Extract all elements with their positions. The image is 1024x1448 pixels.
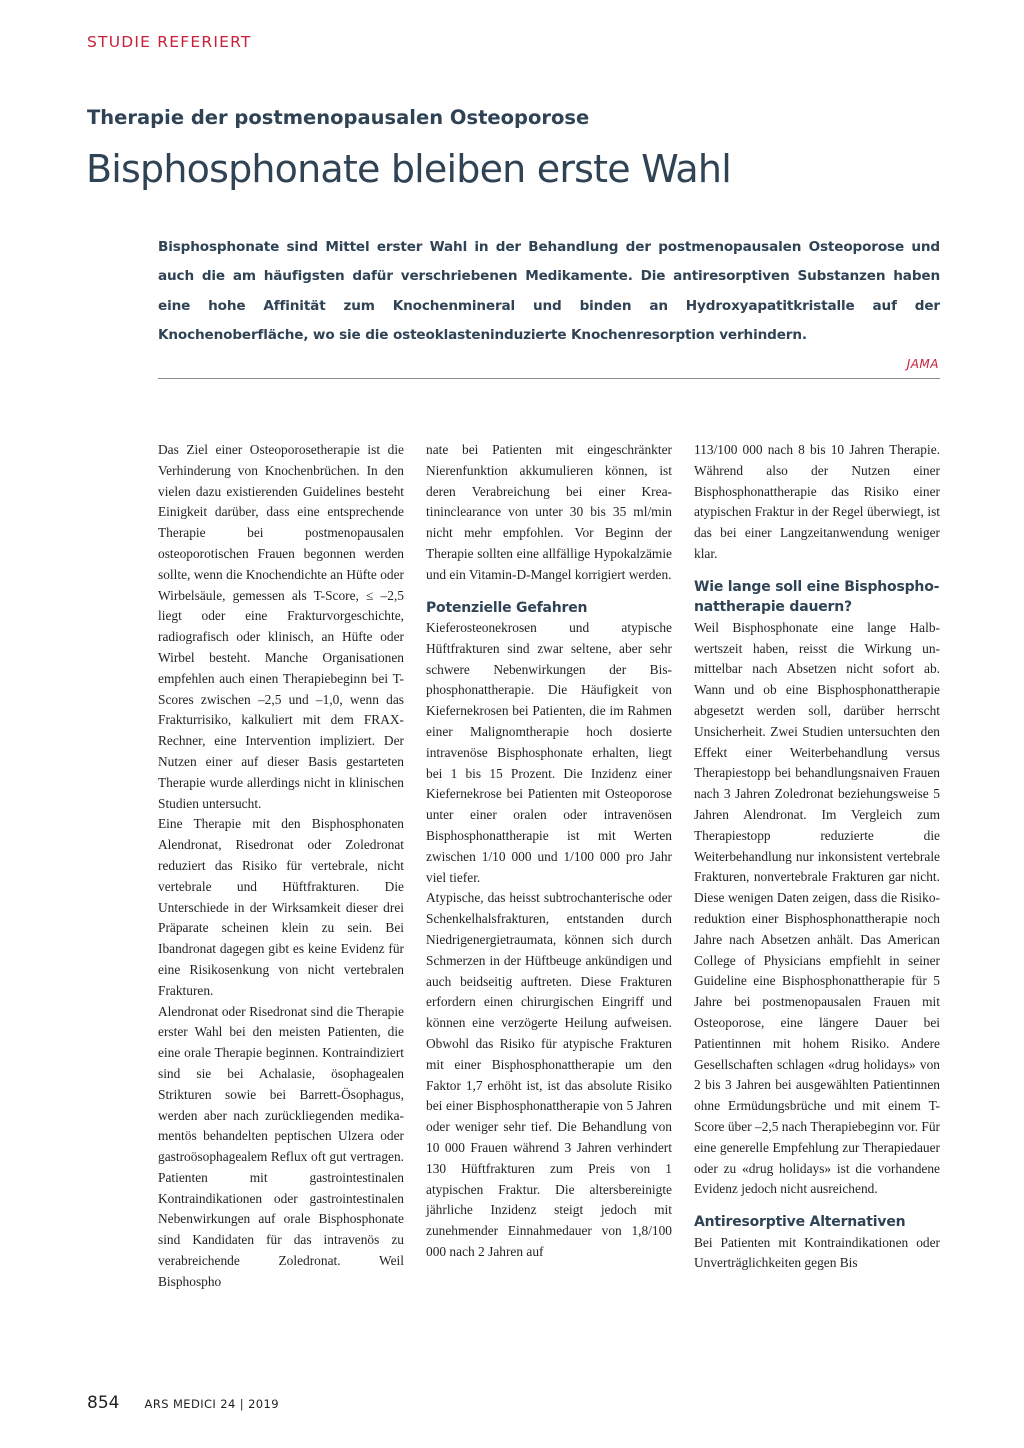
body-paragraph: Eine Therapie mit den Bisphosphonaten Alendronat, Risedronat oder Zoledronat reduziert das Risiko für vertebrale, nicht vertebrale und Hüftfrakturen. Die Unterschiede in der Wirksamkeit dieser drei Präparate scheinen klein zu sein. Bei Ibandronat dagegen gibt es keine Evidenz für eine Risikosenkung von nicht vertebralen Frakturen. bbox=[158, 816, 404, 998]
body-column-3 bbox=[694, 440, 940, 1274]
page-number: 854 bbox=[87, 1393, 120, 1413]
article-headline: Bisphosphonate bleiben erste Wahl bbox=[86, 147, 731, 191]
subheading-potential-risks: Potenzielle Gefahren bbox=[426, 599, 588, 616]
source-label: JAMA bbox=[906, 357, 939, 371]
body-paragraph: nate bei Patienten mit eingeschränkter Nierenfunktion akkumulieren können, ist deren Verabreichung bei einer Kreatininclearance von unter 30 bis 35 ml/min nicht mehr empfohlen. Vor Beginn der Therapie sollten eine allfällige Hypokalzämie und ein Vitamin-D-Mangel korrigiert werden. bbox=[426, 442, 672, 582]
article-kicker: Therapie der postmenopausalen Osteoporose bbox=[87, 106, 590, 129]
lead-paragraph: Bisphosphonate sind Mittel erster Wahl in der Behandlung der postmenopausalen Osteoporose und auch die am häufigsten dafür verschriebenen Medikamente. Die antiresorptiven Substanzen haben eine hohe Affinität zum Knochenmineral und binden an Hydroxyapatitkristalle auf der Knochenoberfläche, wo sie die osteoklasteninduzierte Knochenresorption verhindern. bbox=[158, 239, 940, 343]
body-paragraph: 113/100 000 nach 8 bis 10 Jahren Therapie. Während also der Nutzen einer Bisphosphonattherapie das Risiko einer atypischen Fraktur in der Regel überwiegt, ist das bei einer Langzeitanwendung weniger klar. bbox=[694, 442, 940, 561]
body-paragraph: Alendronat oder Risedronat sind die Therapie erster Wahl bei den meisten Patienten, die eine orale Therapie beginnen. Kontraindiziert sind sie bei Achalasie, ösophagealen Strikturen sowie bei Barrett-Ösophagus, werden aber nach zurückliegenden medikamentös behandelten peptischen Ulzera oder gastroösophagealem Reflux oft gut vertragen. Patienten mit gastrointestinalen Kontraindikationen oder gastrointestinalen Nebenwirkungen auf orale Bisphosphonate sind Kandidaten für das intravenös zu verabreichende Zoledronat. Weil Bisphospho bbox=[158, 1003, 404, 1289]
body-paragraph: Bei Patienten mit Kontraindikationen oder Unverträglichkeiten gegen Bis bbox=[694, 1234, 940, 1271]
journal-issue: ARS MEDICI 24 | 2019 bbox=[144, 1397, 279, 1411]
subheading-therapy-duration: Wie lange soll eine Bisphosphonattherapie dauern? bbox=[694, 578, 940, 616]
section-label: STUDIE REFERIERT bbox=[87, 33, 252, 51]
subheading-antiresorptive-alternatives: Antiresorptive Alternativen bbox=[694, 1214, 906, 1231]
body-paragraph: Weil Bisphosphonate eine lange Halbwertszeit haben, reisst die Wirkung unmittelbar nach Absetzen nicht sofort ab. Wann und ob eine Bisphosphonattherapie abgesetzt werden soll, darüber herrscht Unsicherheit. Zwei Studien untersuchten den Effekt einer Weiterbehandlung versus Therapiestopp bei behandlungsnaiven Frauen nach 3 Jahren Zoledronat beziehungsweise 5 Jahren Alendronat. Im Vergleich zum Therapiestopp reduzierte die Weiterbehandlung nur inkonsistent vertebrale Frakturen, nonvertebrale Frakturen gar nicht. Diese wenigen Daten zeigen, dass die Risikoreduktion einer Bisphosphonattherapie noch Jahre nach Absetzen anhält. Das American College of Physicians empfiehlt in seiner Guideline eine Bisphosphonattherapie für 5 Jahre bei postmenopausalen Frauen mit Osteoporose, eine längere Dauer bei Patientinnen mit hohem Risiko. Andere Gesellschaften schlagen «drug holidays» von 2 bis 3 Jahren bei ausgewählten Patientinnen ohne Ermüdungsbrüche und mit einem T-Score über –2,5 nach Therapiebeginn vor. Für eine generelle Empfehlung zur Therapiedauer oder zu «drug holidays» ist die vorhandene Evidenz jedoch nicht ausreichend. bbox=[694, 619, 940, 1197]
body-column-2 bbox=[426, 440, 672, 1263]
body-paragraph: Atypische, das heisst subtrochanterische oder Schenkelhalsfrakturen, entstanden durch Niedrigenergietraumata, können sich durch Schmerzen in der Hüftbeuge ankündigen und auch beidseitig auftreten. Diese Frakturen erfordern einen chirurgischen Eingriff und können eine verzögerte Heilung aufweisen. Obwohl das Risiko für atypische Frakturen mit einer Bisphosphonattherapie um den Faktor 1,7 erhöht ist, ist das absolute Risiko bei einer Bisphosphonattherapie von 5 Jahren oder weniger sehr tief. Die Behandlung von 10 000 Frauen während 3 Jahren verhindert 130 Hüftfrakturen zum Preis von 1 atypischen Fraktur. Die altersbereinigte jährliche Inzidenz steigt jedoch mit zunehmender Einnahmedauer von 1,8/100 000 nach 2 Jahren auf bbox=[426, 890, 672, 1259]
body-paragraph: Kieferosteonekrosen und atypische Hüftfrakturen sind zwar seltene, aber sehr schwere Nebenwirkungen der Bisphosphonattherapie. Die Häufigkeit von Kiefernekrosen bei Patienten, die im Rahmen einer Malignomtherapie hoch dosierte intravenöse Bisphosphonate erhalten, liegt bei 1 bis 15 Prozent. Die Inzidenz einer Kiefernekrose bei Patienten mit Osteoporose unter einer oralen oder intravenösen Bisphosphonattherapie ist mit Werten zwischen 1/10 000 und 1/100 000 pro Jahr viel tiefer. bbox=[426, 620, 672, 885]
body-paragraph: Das Ziel einer Osteoporosetherapie ist die Verhinderung von Knochenbrüchen. In den vielen dazu existierenden Guidelines besteht Einigkeit darüber, dass eine entsprechende Therapie bei postmenopausalen osteoporotischen Frauen begonnen werden sollte, wenn die Knochendichte an Hüfte oder Wirbelsäule, gemessen als T-Score, ≤ –2,5 liegt oder eine Frakturvorgeschichte, radiografisch oder klinisch, an Hüfte oder Wirbel besteht. Manche Organisationen empfehlen auch einen Therapiebeginn bei T-Scores zwischen –2,5 und –1,0, wenn das Frakturrisiko, kalkuliert mit dem FRAX-Rechner, eine Intervention impliziert. Der Nutzen einer auf dieser Basis gestarteten Therapie wurde allerdings nicht in klinischen Studien untersucht. bbox=[158, 442, 404, 811]
page-footer bbox=[87, 1393, 279, 1413]
body-column-1 bbox=[158, 440, 404, 1293]
divider-rule bbox=[158, 378, 940, 379]
